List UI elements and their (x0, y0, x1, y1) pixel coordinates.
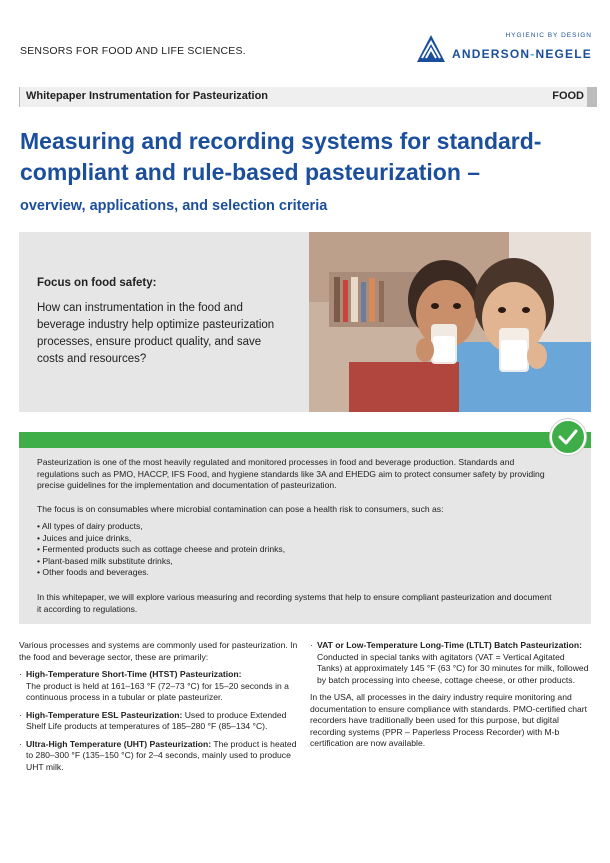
usa-paragraph: In the USA, all processes in the dairy industry require monitoring and documentation to ensure compliance with standards. PMO-certified chart recorders have traditionally been used for this purpose, but digital recording systems (PPR – Paperless Process Recorder) with M-b certification are now available. (310, 692, 588, 748)
list-item: • Juices and juice drinks, (37, 533, 557, 545)
page-subtitle: overview, applications, and selection criteria (20, 198, 328, 214)
list-item: • Plant-based milk substitute drinks, (37, 556, 557, 568)
process-text: The product is heated to 280–300 °F (135–150 °C) for 2–4 seconds, mainly used to produce UHT milk. (26, 738, 297, 772)
logo-slogan: HYGIENIC BY DESIGN (505, 32, 592, 39)
intro-focus-text: The focus is on consumables where microbial contamination can pose a health risk to consumers, such as: (37, 504, 444, 514)
process-title: Ultra-High Temperature (UHT) Pasteurization: (26, 738, 212, 749)
focus-heading: Focus on food safety: (37, 277, 157, 289)
whitepaper-title: Whitepaper Instrumentation for Pasteurization (26, 90, 269, 102)
body-right-column (310, 640, 592, 756)
process-item (310, 640, 592, 686)
logo-triangle-icon (416, 34, 446, 64)
process-item (19, 739, 304, 774)
focus-text: How can instrumentation in the food and beverage industry help optimize pasteurization processes, ensure product quality, and save costs and resources? (37, 302, 275, 365)
category-tag: FOOD (552, 90, 584, 102)
whitepaper-bar (19, 87, 588, 107)
body-intro: Various processes and systems are commonly used for pasteurization. In the food and beverage sector, these are primarily: (19, 640, 298, 662)
whitepaper-bar-accent (587, 87, 597, 107)
children-drinking-milk-image (309, 232, 591, 412)
consumables-list (37, 521, 557, 579)
anderson-negele-logo (402, 34, 592, 70)
process-text: The product is held at 161–163 °F (72–73 °C) for 15–20 seconds in a continuous process in a tubular or plate pasteurizer. (26, 680, 289, 702)
logo-name: ANDERSON-NEGELE (451, 47, 592, 61)
intro-conclusion: In this whitepaper, we will explore various measuring and recording systems that help to ensure compliant pasteurization and document it according to regulations. (37, 592, 552, 614)
process-title: High-Temperature Short-Time (HTST) Pasteurization: (26, 669, 242, 679)
list-item: • All types of dairy products, (37, 521, 557, 533)
process-item (19, 669, 304, 704)
process-title: High-Temperature ESL Pasteurization: (26, 709, 183, 720)
intro-box (19, 448, 591, 624)
process-title: VAT or Low-Temperature Long-Time (LTLT) Batch Pasteurization: (317, 640, 582, 650)
green-accent-bar (19, 432, 591, 448)
list-item: • Fermented products such as cottage cheese and protein drinks, (37, 544, 557, 556)
checkmark-icon (550, 419, 586, 455)
process-item (19, 710, 304, 733)
intro-paragraph: Pasteurization is one of the most heavily regulated and monitored processes in food and beverage production. Standards and regulations such as PMO, HACCP, IFS Food, and hygiene standards like 3A and EHEDG aim to protect consumer safety by providing precise guidelines for the implementation and documentation of pasteurization. (37, 457, 545, 490)
focus-box (19, 232, 309, 412)
process-text: Used to produce Extended Shelf Life products at temperatures of 185–280 °F (85–134 °C). (26, 709, 287, 731)
list-item: • Other foods and beverages. (37, 567, 557, 579)
tagline: SENSORS FOR FOOD AND LIFE SCIENCES. (20, 45, 246, 57)
body-left-column (19, 640, 304, 779)
page-title: Measuring and recording systems for standard-compliant and rule-based pasteurization – (20, 128, 542, 185)
process-text: Conducted in special tanks with agitators (VAT = Vertical Agitated Tanks) at approximately 145 °F (63 °C) for 30 minutes for milk, followed by batch processing into cheese, cottage cheese, or other products. (317, 651, 589, 685)
photo-illustration (309, 232, 591, 412)
